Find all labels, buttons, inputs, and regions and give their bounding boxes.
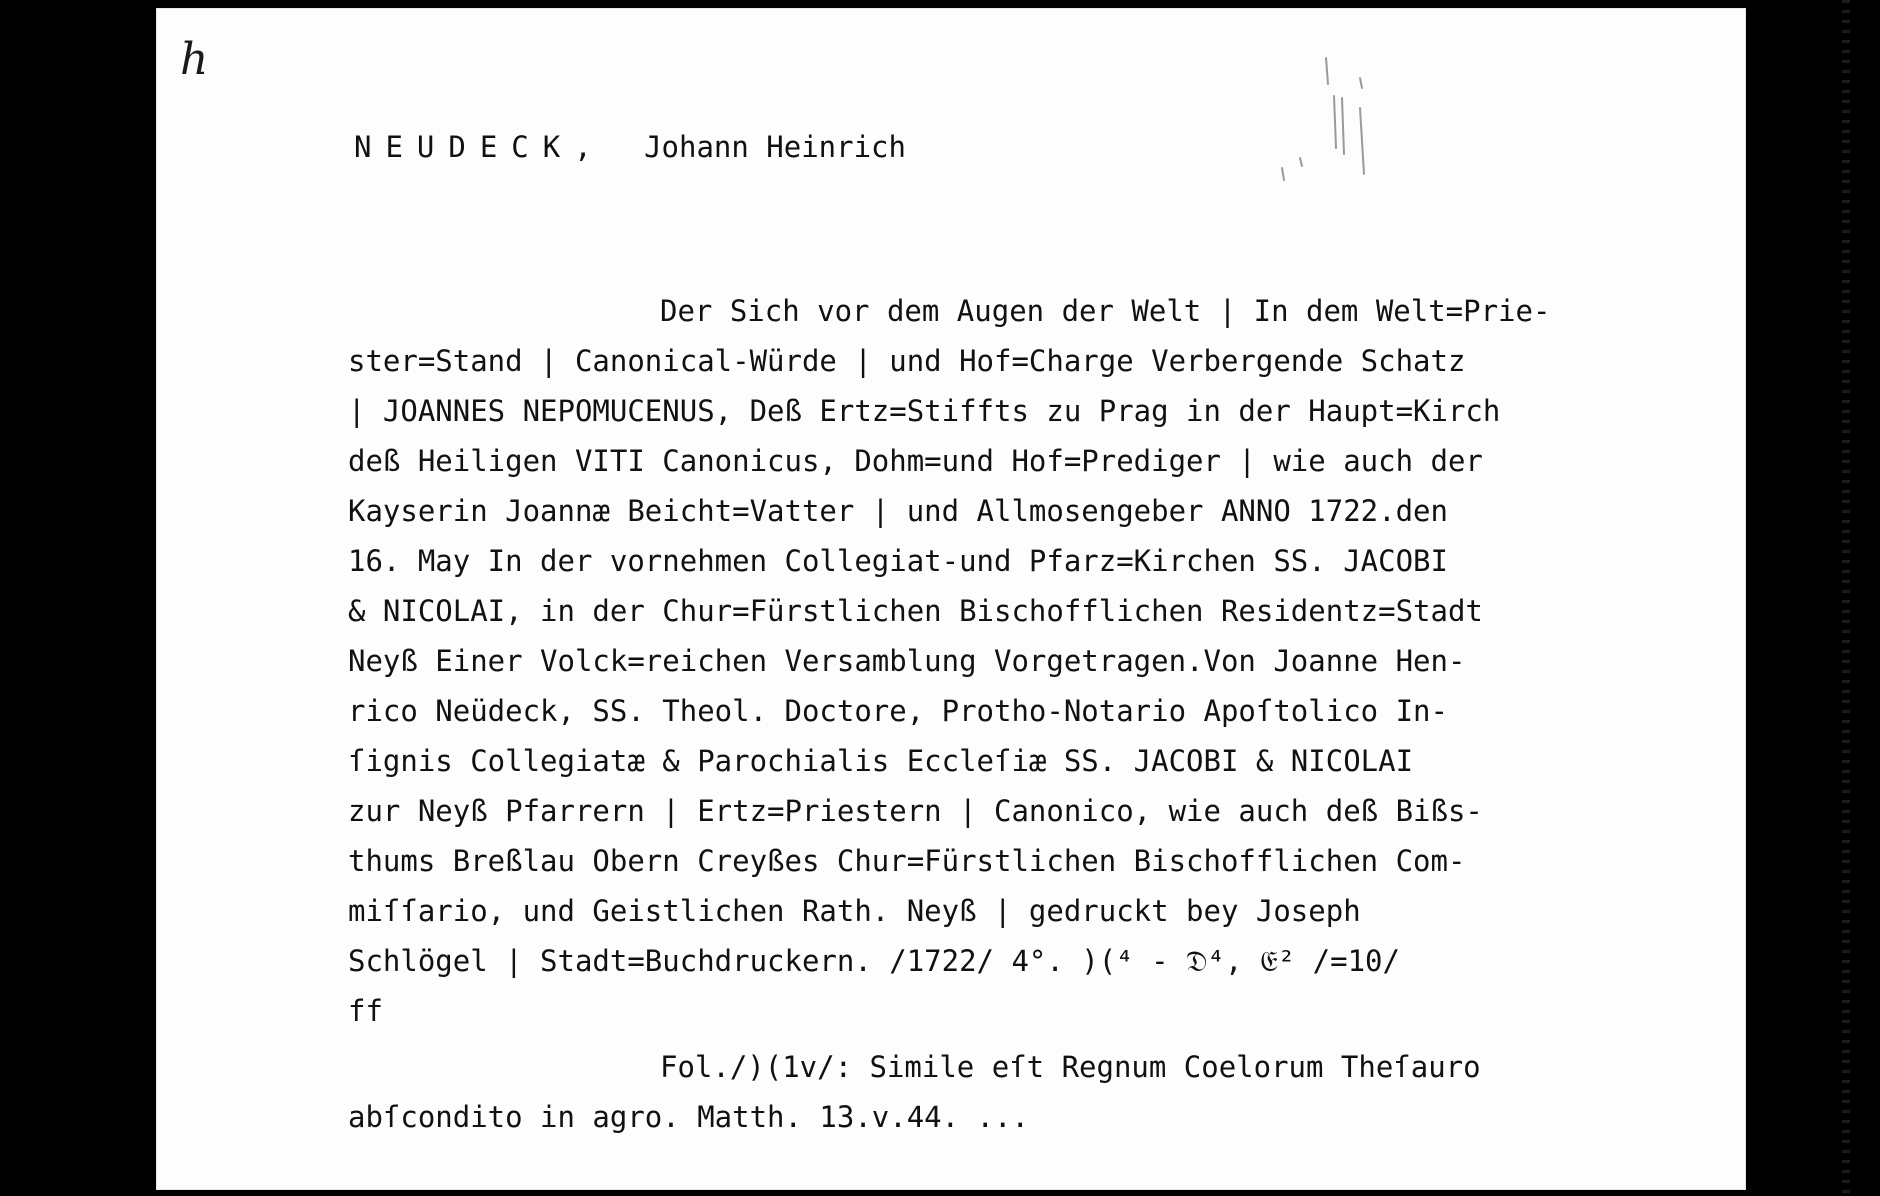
text-line: Schlögel | Stadt=Buchdruckern. /1722/ 4°. )(⁴ - 𝔇⁴, 𝔈² /=10/ bbox=[348, 944, 1400, 978]
text-line: 16. May In der vornehmen Collegiat-und Pfarz=Kirchen SS. JACOBI bbox=[348, 544, 1448, 578]
text-line: rico Neüdeck, SS. Theol. Doctore, Protho-Notario Apoſtolico In- bbox=[348, 694, 1448, 728]
text-line: Neyß Einer Volck=reichen Versamblung Vorgetragen.Von Joanne Hen- bbox=[348, 644, 1466, 678]
text-line: Der Sich vor dem Augen der Welt | In dem Welt=Prie- bbox=[660, 294, 1551, 328]
author-given-names: Johann Heinrich bbox=[644, 130, 906, 164]
text-line: deß Heiligen VITI Canonicus, Dohm=und Hof=Prediger | wie auch der bbox=[348, 444, 1483, 478]
heading-separator: , bbox=[574, 130, 592, 164]
faint-stamp-marks bbox=[1256, 48, 1386, 188]
title-transcription bbox=[348, 286, 1718, 1142]
text-line: ster=Stand | Canonical-Würde | und Hof=Charge Verbergende Schatz bbox=[348, 344, 1466, 378]
scan-edge-artifact bbox=[1842, 0, 1850, 1196]
text-line: Kayserin Joannæ Beicht=Vatter | und Allmosengeber ANNO 1722.den bbox=[348, 494, 1448, 528]
text-line: zur Neyß Pfarrern | Ertz=Priestern | Canonico, wie auch deß Bißs- bbox=[348, 794, 1483, 828]
margin-handwritten-mark: h bbox=[180, 34, 209, 85]
entry-heading bbox=[354, 130, 906, 164]
text-line: & NICOLAI, in der Chur=Fürstlichen Bischofflichen Residentz=Stadt bbox=[348, 594, 1483, 628]
text-line: miſſario, und Geistlichen Rath. Neyß | gedruckt bey Joseph bbox=[348, 894, 1361, 928]
text-line: ſignis Collegiatæ & Parochialis Eccleſiæ SS. JACOBI & NICOLAI bbox=[348, 744, 1414, 778]
text-line: ff bbox=[348, 994, 383, 1028]
text-line: thums Breßlau Obern Creyßes Chur=Fürstlichen Bischofflichen Com- bbox=[348, 844, 1466, 878]
folio-line: Fol./)(1v/: Simile eſt Regnum Coelorum Theſauro bbox=[660, 1050, 1481, 1084]
folio-line: abſcondito in agro. Matth. 13.v.44. ... bbox=[348, 1100, 1029, 1134]
author-surname: NEUDECK bbox=[354, 130, 575, 164]
catalog-card bbox=[156, 8, 1746, 1190]
text-line: | JOANNES NEPOMUCENUS, Deß Ertz=Stiffts zu Prag in der Haupt=Kirch bbox=[348, 394, 1501, 428]
